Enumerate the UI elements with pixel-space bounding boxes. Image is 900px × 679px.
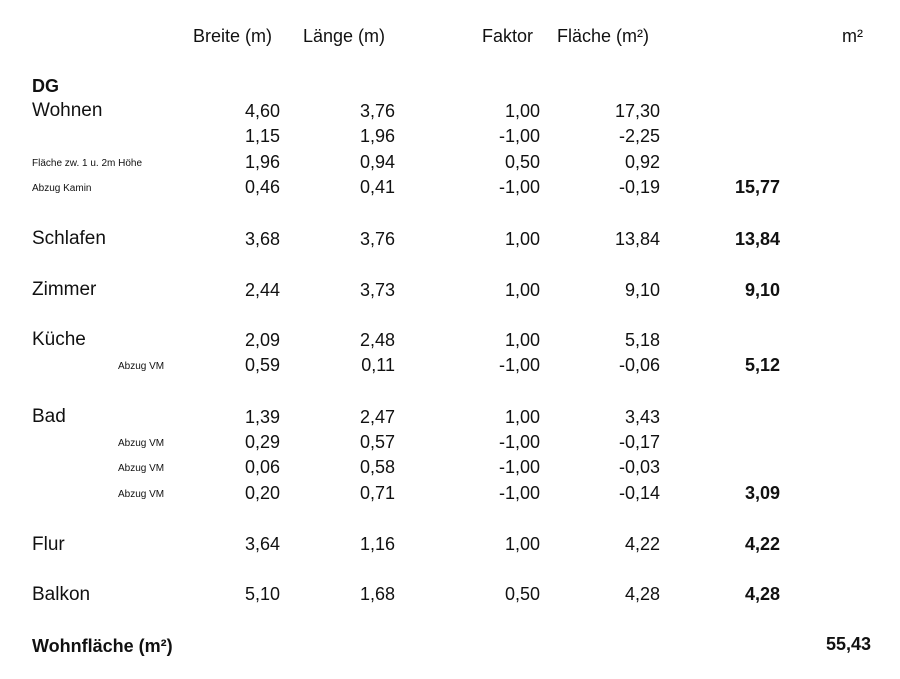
cell-laenge: 0,58 — [359, 457, 395, 477]
cell-faktor: -1,00 — [498, 126, 540, 146]
cell-flaeche: -0,06 — [618, 355, 660, 375]
cell-flaeche: 3,43 — [624, 407, 660, 427]
cell-laenge: 3,76 — [359, 229, 395, 249]
cell-flaeche: -2,25 — [618, 126, 660, 146]
summary-value: 55,43 — [826, 634, 872, 654]
cell-breite: 0,29 — [244, 432, 280, 452]
cell-laenge: 0,71 — [359, 483, 395, 503]
row-sublabel: Abzug VM — [118, 463, 165, 474]
row-sublabel: Abzug VM — [118, 361, 165, 372]
cell-laenge: 1,96 — [359, 126, 395, 146]
summary-label: Wohnfläche (m²) — [32, 636, 173, 656]
cell-flaeche: 13,84 — [614, 229, 660, 249]
cell-laenge: 0,94 — [359, 152, 395, 172]
cell-flaeche: 4,28 — [624, 584, 660, 604]
cell-laenge: 0,11 — [361, 355, 395, 375]
cell-breite: 0,06 — [244, 457, 280, 477]
cell-laenge: 0,57 — [359, 432, 395, 452]
row-sublabel: Abzug VM — [118, 489, 165, 500]
cell-laenge: 3,73 — [359, 280, 395, 300]
row-total: 4,28 — [744, 584, 780, 604]
row-total: 15,77 — [734, 177, 780, 197]
row-label: Flur — [32, 534, 65, 555]
row-sublabel: Abzug VM — [118, 438, 165, 449]
cell-faktor: -1,00 — [498, 177, 540, 197]
cell-breite: 1,39 — [244, 407, 280, 427]
cell-flaeche: 17,30 — [614, 101, 660, 121]
cell-breite: 0,46 — [244, 177, 280, 197]
cell-breite: 0,59 — [244, 355, 280, 375]
cell-breite: 3,64 — [244, 534, 280, 554]
cell-faktor: 1,00 — [504, 534, 540, 554]
row-label: Schlafen — [32, 228, 106, 249]
row-label: Balkon — [32, 584, 91, 605]
cell-breite: 5,10 — [244, 584, 280, 604]
header-flaeche: Fläche (m²) — [557, 26, 650, 46]
cell-faktor: 1,00 — [504, 407, 540, 427]
cell-laenge: 2,47 — [359, 407, 395, 427]
row-sublabel: Fläche zw. 1 u. 2m Höhe — [32, 158, 143, 169]
cell-breite: 1,96 — [244, 152, 280, 172]
header-faktor: Faktor — [482, 26, 534, 46]
cell-laenge: 0,41 — [359, 177, 395, 197]
cell-faktor: 1,00 — [504, 229, 540, 249]
cell-laenge: 3,76 — [359, 101, 395, 121]
row-label: Zimmer — [32, 279, 97, 300]
cell-faktor: -1,00 — [498, 355, 540, 375]
cell-flaeche: -0,17 — [618, 432, 660, 452]
row-total: 3,09 — [744, 483, 780, 503]
cell-flaeche: 9,10 — [624, 280, 660, 300]
cell-faktor: -1,00 — [498, 483, 540, 503]
header-breite: Breite (m) — [193, 26, 273, 46]
cell-laenge: 2,48 — [359, 330, 395, 350]
cell-flaeche: 0,92 — [624, 152, 660, 172]
cell-faktor: 0,50 — [504, 152, 540, 172]
cell-faktor: 1,00 — [504, 101, 540, 121]
cell-breite: 1,15 — [244, 126, 280, 146]
cell-laenge: 1,16 — [359, 534, 395, 554]
cell-laenge: 1,68 — [359, 584, 395, 604]
header-laenge: Länge (m) — [303, 26, 386, 46]
cell-faktor: 1,00 — [504, 280, 540, 300]
section-heading: DG — [32, 76, 59, 96]
row-label: Wohnen — [32, 100, 103, 121]
row-total: 13,84 — [734, 229, 780, 249]
cell-flaeche: 5,18 — [624, 330, 660, 350]
cell-breite: 2,44 — [244, 280, 280, 300]
cell-flaeche: -0,14 — [618, 483, 660, 503]
header-m2: m² — [842, 26, 863, 46]
cell-faktor: -1,00 — [498, 432, 540, 452]
cell-flaeche: 4,22 — [624, 534, 660, 554]
cell-flaeche: -0,03 — [618, 457, 660, 477]
cell-breite: 2,09 — [244, 330, 280, 350]
cell-breite: 0,20 — [244, 483, 280, 503]
cell-faktor: -1,00 — [498, 457, 540, 477]
row-label: Bad — [32, 406, 66, 427]
row-total: 9,10 — [744, 280, 780, 300]
row-label: Küche — [32, 329, 86, 350]
cell-faktor: 1,00 — [504, 330, 540, 350]
row-total: 4,22 — [744, 534, 780, 554]
row-total: 5,12 — [744, 355, 780, 375]
cell-faktor: 0,50 — [504, 584, 540, 604]
cell-breite: 3,68 — [244, 229, 280, 249]
row-sublabel: Abzug Kamin — [32, 183, 92, 194]
cell-breite: 4,60 — [244, 101, 280, 121]
cell-flaeche: -0,19 — [618, 177, 660, 197]
